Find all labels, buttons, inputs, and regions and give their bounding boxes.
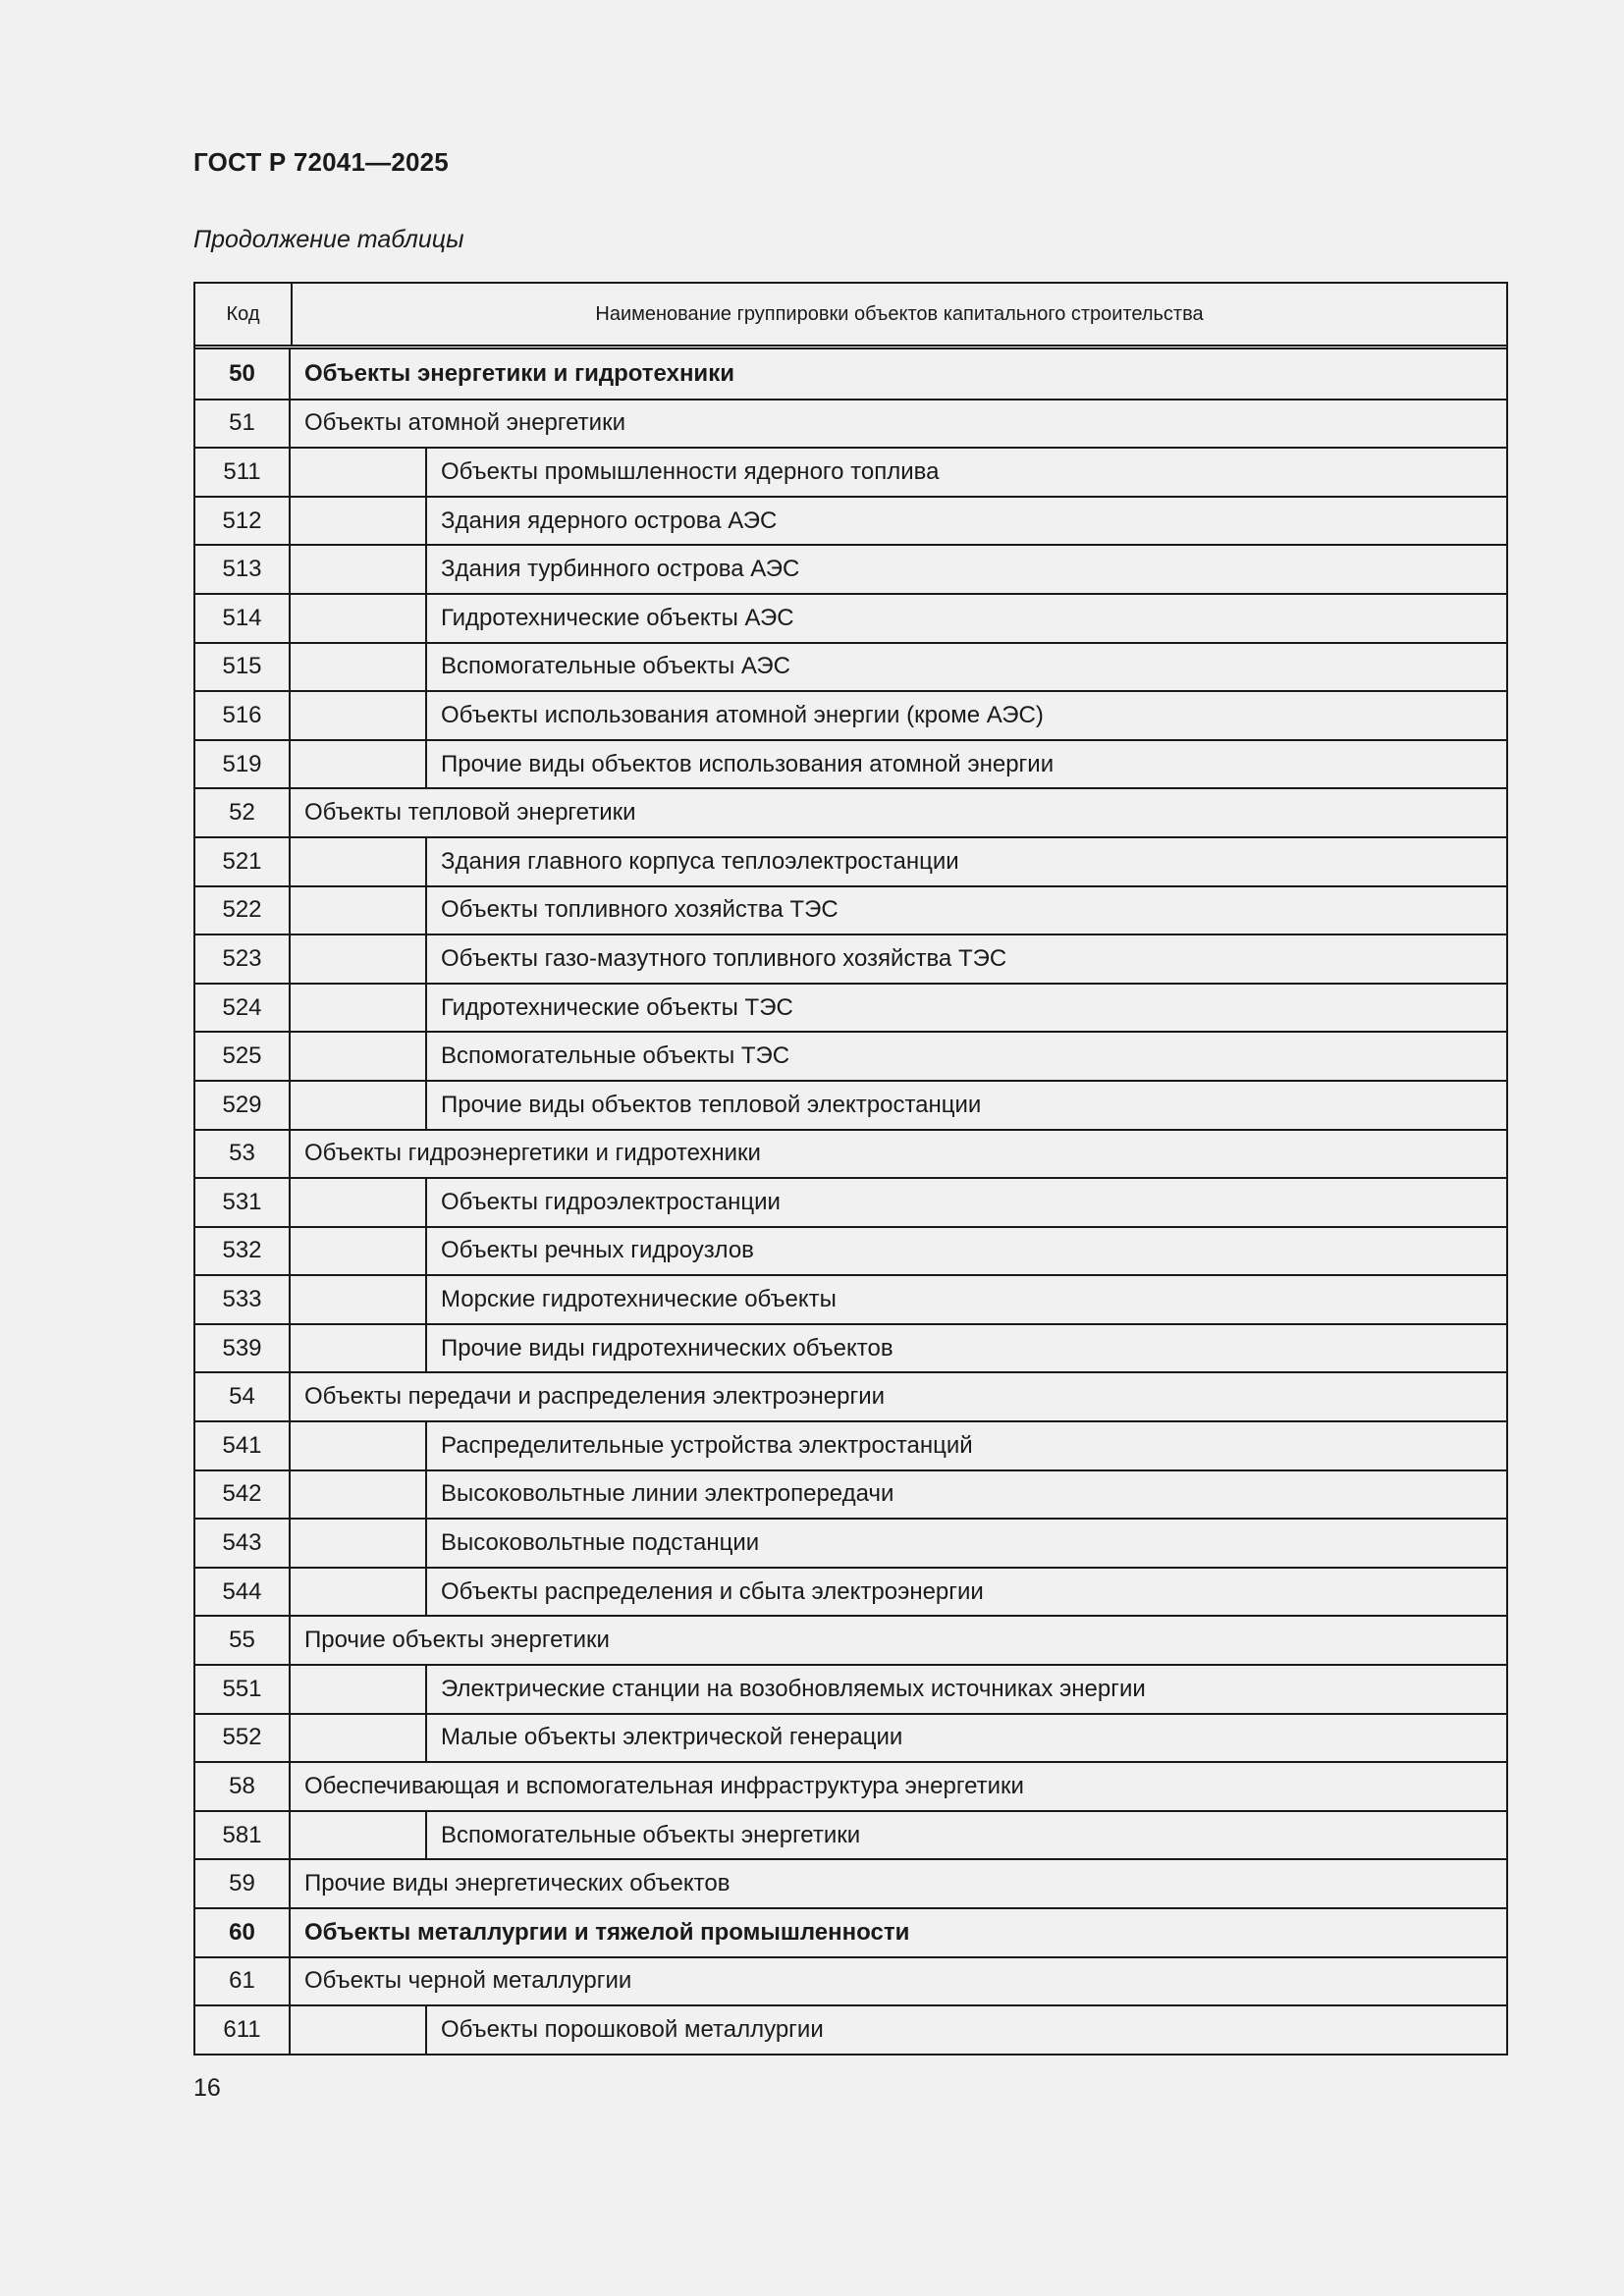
row-code: 533: [195, 1276, 291, 1323]
row-code: 522: [195, 887, 291, 934]
row-code: 532: [195, 1228, 291, 1275]
row-name: Здания главного корпуса теплоэлектростанции: [441, 847, 959, 875]
row-name: Объекты промышленности ядерного топлива: [441, 457, 940, 485]
row-indent-cell: [291, 1666, 427, 1713]
table-row: [195, 739, 1506, 788]
row-indent-cell: [291, 1471, 427, 1519]
table-row: [195, 1713, 1506, 1762]
row-indent-cell: [291, 546, 427, 593]
row-name: Объекты гидроэлектростанции: [441, 1188, 781, 1215]
row-name: Вспомогательные объекты энергетики: [441, 1821, 861, 1848]
row-name: Объекты газо-мазутного топливного хозяйства ТЭС: [441, 944, 1007, 972]
row-indent-cell: [291, 935, 427, 983]
row-code: 525: [195, 1033, 291, 1080]
row-code: 529: [195, 1082, 291, 1129]
row-indent-cell: [291, 838, 427, 885]
page-number: 16: [193, 2074, 221, 2102]
table-row: [195, 1615, 1506, 1664]
row-name: Вспомогательные объекты АЭС: [441, 653, 790, 680]
row-code: 543: [195, 1520, 291, 1567]
row-code: 513: [195, 546, 291, 593]
row-code: 59: [195, 1860, 291, 1907]
table-row: [195, 544, 1506, 593]
row-name: Объекты энергетики и гидротехники: [304, 359, 734, 387]
row-code: 523: [195, 935, 291, 983]
row-name: Объекты тепловой энергетики: [304, 799, 636, 827]
row-name: Гидротехнические объекты АЭС: [441, 604, 794, 631]
table-row: [195, 690, 1506, 739]
document-title: ГОСТ Р 72041—2025: [193, 147, 449, 177]
table-row: [195, 1031, 1506, 1080]
row-code: 542: [195, 1471, 291, 1519]
row-name: Прочие виды объектов тепловой электростанции: [441, 1091, 982, 1118]
row-name: Объекты черной металлургии: [304, 1967, 632, 1995]
row-name: Объекты атомной энергетики: [304, 409, 625, 437]
row-code: 552: [195, 1715, 291, 1762]
row-indent-cell: [291, 692, 427, 739]
row-code: 61: [195, 1958, 291, 2005]
row-indent-cell: [291, 498, 427, 545]
table-row: [195, 787, 1506, 836]
row-name: Распределительные устройства электростанций: [441, 1431, 973, 1459]
row-code: 524: [195, 985, 291, 1032]
row-name: Морские гидротехнические объекты: [441, 1286, 837, 1313]
table-row: [195, 1858, 1506, 1907]
row-indent-cell: [291, 1082, 427, 1129]
table-header: [195, 284, 1506, 349]
table-row: [195, 1956, 1506, 2005]
row-code: 531: [195, 1179, 291, 1226]
row-code: 544: [195, 1569, 291, 1616]
row-name: Объекты распределения и сбыта электроэнергии: [441, 1577, 984, 1605]
row-code: 511: [195, 449, 291, 496]
row-indent-cell: [291, 1325, 427, 1372]
column-header-code: Код: [195, 284, 293, 345]
table-row: [195, 349, 1506, 399]
row-code: 52: [195, 789, 291, 836]
table-row: [195, 399, 1506, 448]
table-row: [195, 1810, 1506, 1859]
row-code: 514: [195, 595, 291, 642]
row-code: 516: [195, 692, 291, 739]
table-row: [195, 642, 1506, 691]
table-row: [195, 1664, 1506, 1713]
row-code: 58: [195, 1763, 291, 1810]
row-name: Высоковольтные линии электропередачи: [441, 1480, 894, 1508]
row-code: 515: [195, 644, 291, 691]
table-row: [195, 593, 1506, 642]
row-name: Прочие виды энергетических объектов: [304, 1870, 731, 1897]
table-row: [195, 934, 1506, 983]
row-code: 611: [195, 2006, 291, 2054]
table-row: [195, 1420, 1506, 1469]
table-row: [195, 1129, 1506, 1178]
row-indent-cell: [291, 449, 427, 496]
table-body: [195, 349, 1506, 2054]
row-indent-cell: [291, 741, 427, 788]
row-indent-cell: [291, 2006, 427, 2054]
row-indent-cell: [291, 1812, 427, 1859]
row-indent-cell: [291, 1569, 427, 1616]
row-code: 54: [195, 1373, 291, 1420]
table-row: [195, 1371, 1506, 1420]
table-row: [195, 1177, 1506, 1226]
row-name: Электрические станции на возобновляемых источниках энергии: [441, 1675, 1146, 1702]
row-name: Гидротехнические объекты ТЭС: [441, 993, 793, 1021]
table-row: [195, 1469, 1506, 1519]
row-indent-cell: [291, 1276, 427, 1323]
row-code: 519: [195, 741, 291, 788]
table-row: [195, 1761, 1506, 1810]
row-code: 539: [195, 1325, 291, 1372]
row-name: Высоковольтные подстанции: [441, 1529, 760, 1557]
row-name: Прочие виды гидротехнических объектов: [441, 1334, 893, 1362]
row-name: Здания ядерного острова АЭС: [441, 507, 778, 534]
row-indent-cell: [291, 985, 427, 1032]
table-row: [195, 447, 1506, 496]
row-indent-cell: [291, 1715, 427, 1762]
row-code: 521: [195, 838, 291, 885]
row-name: Обеспечивающая и вспомогательная инфраструктура энергетики: [304, 1773, 1024, 1800]
row-name: Объекты гидроэнергетики и гидротехники: [304, 1140, 761, 1167]
table-row: [195, 983, 1506, 1032]
table-row: [195, 885, 1506, 934]
row-indent-cell: [291, 887, 427, 934]
column-header-name: Наименование группировки объектов капитального строительства: [595, 302, 1204, 325]
row-indent-cell: [291, 1033, 427, 1080]
row-indent-cell: [291, 1520, 427, 1567]
row-code: 541: [195, 1422, 291, 1469]
row-name: Здания турбинного острова АЭС: [441, 556, 800, 583]
row-code: 51: [195, 400, 291, 448]
row-name: Объекты топливного хозяйства ТЭС: [441, 896, 839, 924]
row-code: 512: [195, 498, 291, 545]
row-name: Прочие объекты энергетики: [304, 1627, 610, 1654]
row-code: 60: [195, 1909, 291, 1956]
table-row: [195, 1323, 1506, 1372]
row-code: 581: [195, 1812, 291, 1859]
table-row: [195, 496, 1506, 545]
row-code: 53: [195, 1131, 291, 1178]
table-row: [195, 1907, 1506, 1956]
row-code: 551: [195, 1666, 291, 1713]
table-row: [195, 1226, 1506, 1275]
row-name: Вспомогательные объекты ТЭС: [441, 1042, 790, 1070]
row-name: Объекты металлургии и тяжелой промышленности: [304, 1918, 910, 1946]
table-row: [195, 836, 1506, 885]
row-name: Малые объекты электрической генерации: [441, 1724, 903, 1751]
row-code: 50: [195, 349, 291, 399]
row-indent-cell: [291, 1228, 427, 1275]
row-name: Объекты речных гидроузлов: [441, 1237, 754, 1264]
table-continuation-caption: Продолжение таблицы: [193, 226, 464, 253]
row-name: Объекты порошковой металлургии: [441, 2015, 824, 2043]
row-name: Прочие виды объектов использования атомной энергии: [441, 750, 1055, 777]
table-row: [195, 1274, 1506, 1323]
row-indent-cell: [291, 1179, 427, 1226]
row-code: 55: [195, 1617, 291, 1664]
row-name: Объекты использования атомной энергии (кроме АЭС): [441, 701, 1044, 728]
classification-table: [193, 282, 1508, 2056]
row-indent-cell: [291, 1422, 427, 1469]
row-indent-cell: [291, 595, 427, 642]
row-name: Объекты передачи и распределения электроэнергии: [304, 1383, 886, 1411]
table-row: [195, 1518, 1506, 1567]
table-row: [195, 1080, 1506, 1129]
table-row: [195, 2004, 1506, 2054]
table-row: [195, 1567, 1506, 1616]
row-indent-cell: [291, 644, 427, 691]
